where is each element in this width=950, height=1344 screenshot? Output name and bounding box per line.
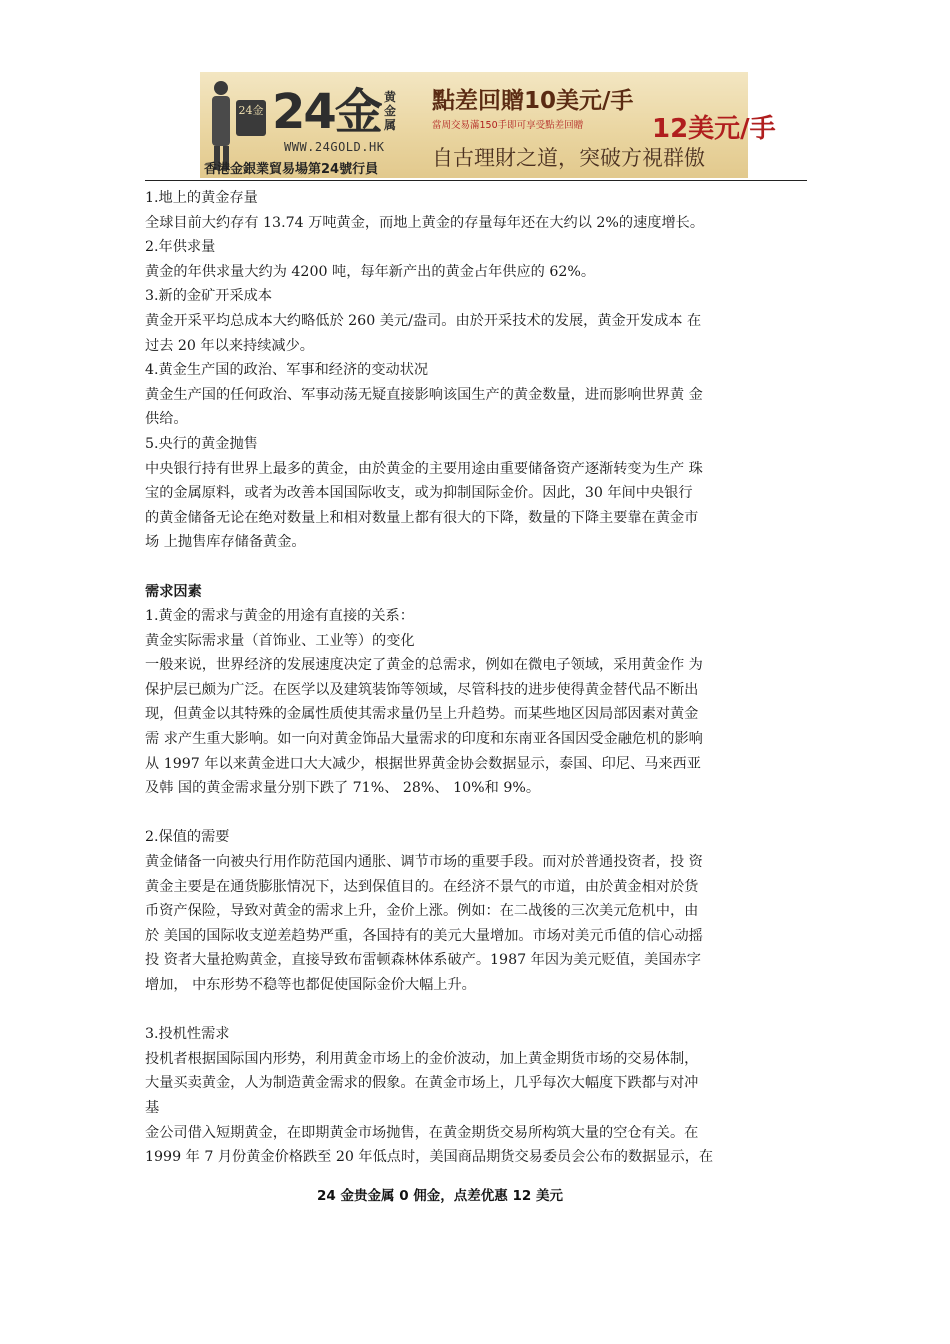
text-line: 於 美国的国际收支逆差趋势严重，各国持有的美元大量增加。市场对美元币值的信心动摇: [145, 927, 703, 944]
text-line: 1999 年 7 月份黄金价格跌至 20 年低点时，美国商品期货交易委员会公布的数据显示，在: [145, 1149, 714, 1166]
text-line: 过去 20 年以来持续减少。: [145, 337, 314, 354]
text-line: 黄金的年供求量大约为 4200 吨，每年新产出的黄金占年供应的 62%。: [145, 263, 596, 280]
text-line: 黄金主要是在通货膨胀情况下，达到保值目的。在经济不景气的市道，由於黄金相对於货: [145, 878, 699, 895]
promo-detail: 當周交易滿150手即可享受點差回贈: [432, 120, 584, 131]
text-line: 从 1997 年以来黄金进口大大减少，根据世界黄金协会数据显示，泰国、印尼、马来西亚: [145, 755, 701, 772]
text-line: 大量买卖黄金，人为制造黄金需求的假象。在黄金市场上，几乎每次大幅度下跌都与对冲: [145, 1075, 699, 1092]
text-line: 全球目前大约存有 13.74 万吨黄金，而地上黄金的存量每年还在大约以 2%的速度增长。: [145, 214, 705, 231]
promo-amount: 12美元/手: [652, 114, 776, 144]
text-line: 供给。: [145, 411, 188, 428]
text-line: 金公司借入短期黄金，在即期黄金市场抛售，在黄金期货交易所构筑大量的空仓有关。在: [145, 1124, 699, 1141]
blank-line: [145, 555, 807, 580]
text-line: 币资产保险，导致对黄金的需求上升，金价上涨。例如：在二战後的三次美元危机中，由: [145, 903, 699, 920]
text-line: 4.黄金生产国的政治、军事和经济的变动状况: [145, 362, 429, 379]
text-line: 基: [145, 1099, 160, 1116]
text-line: 黄金开采平均总成本大约略低於 260 美元/盎司。由於开采技术的发展，黄金开发成本 在: [145, 312, 702, 329]
text-line: 及韩 国的黄金需求量分别下跌了 71%、 28%、 10%和 9%。: [145, 780, 541, 797]
text-line: 宝的金属原料，或者为改善本国国际收支，或为抑制国际金价。因此，30 年间中央银行: [145, 485, 693, 502]
text-line: 投 资者大量抢购黄金，直接导致布雷顿森林体系破产。1987 年因为美元贬值，美国赤字: [145, 952, 701, 969]
text-line: 5.央行的黄金抛售: [145, 435, 258, 452]
text-line: 一般来说，世界经济的发展速度决定了黄金的总需求，例如在微电子领域，采用黄金作 为: [145, 657, 703, 674]
text-line: 保护层已颇为广泛。在医学以及建筑装饰等领域，尽管科技的进步使得黄金替代品不断出: [145, 681, 699, 698]
text-line: 黄金储备一向被央行用作防范国内通胀、调节市场的重要手段。而对於普通投资者，投 资: [145, 854, 703, 871]
text-line: 2.年供求量: [145, 239, 216, 256]
text-line: 1.地上的黄金存量: [145, 190, 258, 206]
banner-url: WWW.24GOLD.HK: [284, 140, 385, 154]
text-line: 1.黄金的需求与黄金的用途有直接的关系：: [145, 608, 414, 625]
text-line: 的黄金储备无论在绝对数量上和相对数量上都有很大的下降，数量的下降主要靠在黄金市: [145, 509, 699, 526]
text-line: 黄金生产国的任何政治、军事动荡无疑直接影响该国生产的黄金数量，进而影响世界黄 金: [145, 386, 703, 403]
blank-line: [145, 801, 807, 826]
text-line: 3.投机性需求: [145, 1026, 230, 1043]
header-divider: [145, 180, 807, 181]
text-line: 场 上抛售库存储备黄金。: [145, 534, 306, 551]
logo-text: 24金: [272, 84, 381, 140]
text-line: 需 求产生重大影响。如一向对黄金饰品大量需求的印度和东南亚各国因受金融危机的影响: [145, 731, 703, 748]
text-line: 现，但黄金以其特殊的金属性质使其需求量仍呈上升趋势。而某些地区因局部因素对黄金: [145, 706, 699, 723]
member-text: 香港金銀業貿易場第24號行員: [204, 162, 379, 177]
promo-slogan: 自古理財之道，突破方視群傲: [432, 146, 705, 170]
ad-banner[interactable]: [200, 72, 776, 178]
section-heading: 需求因素: [145, 583, 202, 600]
text-line: 2.保值的需要: [145, 829, 230, 846]
logo-subtitle: 黄金属: [384, 90, 397, 132]
blank-line: [145, 998, 807, 1023]
logo-seal: 24金: [236, 100, 266, 136]
page-footer: 24 金贵金属 0 佣金，点差优惠 12 美元: [317, 1188, 563, 1204]
promo-headline: 點差回贈10美元/手: [432, 88, 634, 114]
text-line: 中央银行持有世界上最多的黄金，由於黄金的主要用途由重要储备资产逐渐转变为生产 珠: [145, 460, 703, 477]
article-body: [145, 186, 807, 1170]
text-line: 3.新的金矿开采成本: [145, 288, 273, 305]
text-line: 黄金实际需求量（首饰业、工业等）的变化: [145, 632, 415, 649]
text-line: 增加， 中东形势不稳等也都促使国际金价大幅上升。: [145, 977, 476, 993]
text-line: 投机者根据国际国内形势，利用黄金市场上的金价波动，加上黄金期货市场的交易体制，: [145, 1050, 699, 1067]
